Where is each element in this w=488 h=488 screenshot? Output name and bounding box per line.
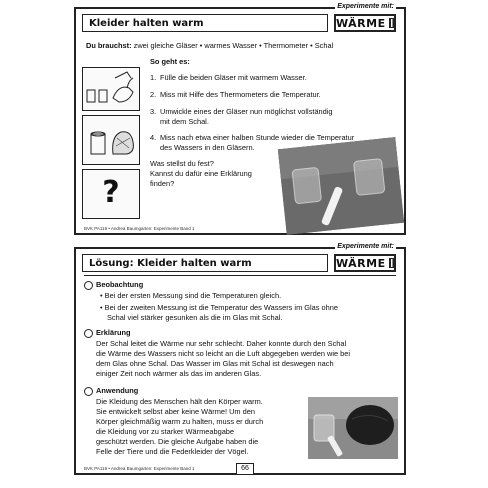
- step-4: [150, 133, 355, 152]
- step-number: 3.: [150, 107, 157, 116]
- lightbulb-icon: [84, 329, 93, 338]
- divider: [84, 275, 396, 276]
- radiator-icon: [389, 18, 394, 28]
- radiator-icon: [389, 258, 394, 268]
- step-text: Fülle die beiden Gläser mit warmem Wasser.: [160, 73, 307, 82]
- solution-card: [74, 243, 406, 475]
- card-footer: BVK PA119 • Andrea Baumgarten: Experimente Band 1: [84, 466, 195, 471]
- application-line: Sie entwickelt selbst aber keine Wärme! Um den: [96, 407, 255, 416]
- brand-logo: [334, 254, 396, 272]
- card-footer: BVK PA119 • Andrea Baumgarten: Experimente Band 1: [84, 226, 195, 231]
- card-title: Kleider halten warm: [82, 14, 328, 32]
- explanation-heading: Erklärung: [96, 328, 131, 337]
- step-text: Umwickle eines der Gläser nun möglichst vollständig: [160, 107, 333, 116]
- question-line: Kannst du dafür eine Erklärung: [150, 169, 252, 178]
- step-3: [150, 107, 333, 126]
- brand-text: WÄRME: [336, 256, 386, 270]
- step-text: Miss nach etwa einer halben Stunde wieder die Temperatur: [160, 133, 355, 142]
- observation-text: Bei der ersten Messung sind die Temperaturen gleich.: [104, 291, 282, 300]
- step-text: Miss mit Hilfe des Thermometers die Temperatur.: [160, 90, 321, 99]
- observation-heading: Beobachtung: [96, 280, 144, 289]
- step-number: 2.: [150, 90, 157, 99]
- pouring-sketch: [82, 67, 140, 111]
- step-1: [150, 73, 307, 83]
- observation-text: Bei der zweiten Messung ist die Temperatur des Wassers im Glas ohne: [104, 303, 338, 312]
- question-box: [82, 169, 140, 219]
- hand-icon: [84, 387, 93, 396]
- application-line: die Kleidung vor zu starker Wärmeabgabe: [96, 427, 235, 436]
- step-text: des Wassers in den Gläsern.: [160, 143, 255, 152]
- observation-item: • Bei der ersten Messung sind die Temperaturen gleich.: [100, 291, 282, 300]
- question-mark: ?: [102, 175, 120, 210]
- experiment-card: [74, 3, 406, 235]
- explanation-line: einiger Zeit noch wärmer als das im anderen Glas.: [96, 369, 262, 378]
- materials-items: zwei gleiche Gläser • warmes Wasser • Thermometer • Schal: [133, 41, 334, 50]
- application-line: Felle der Tiere und die Federkleider der Vögel.: [96, 447, 249, 456]
- materials-line: [86, 41, 333, 51]
- page-number: 66: [236, 463, 254, 475]
- wrapped-glass-sketch: [82, 115, 140, 165]
- question-line: Was stellst du fest?: [150, 159, 214, 168]
- experiment-photo: [278, 137, 404, 235]
- materials-label: Du brauchst:: [86, 41, 132, 50]
- question-text: [150, 159, 252, 189]
- brand-logo: [334, 14, 396, 32]
- brand-text: WÄRME: [336, 16, 386, 30]
- card-title: Lösung: Kleider halten warm: [82, 254, 328, 272]
- header-label: Experimente mit:: [337, 3, 394, 10]
- observation-text: Schal viel stärker gesunken als die im Glas mit Schal.: [107, 313, 283, 322]
- application-line: geschützt werden. Die gleiche Aufgabe haben die: [96, 437, 259, 446]
- header-label: Experimente mit:: [337, 243, 394, 250]
- application-heading: Anwendung: [96, 386, 139, 395]
- step-number: 1.: [150, 73, 157, 82]
- application-line: Körper gleichmäßig warm zu halten, muss er durch: [96, 417, 264, 426]
- step-number: 4.: [150, 133, 157, 142]
- magnifier-icon: [84, 281, 93, 290]
- howto-label: So geht es:: [150, 57, 190, 66]
- question-line: finden?: [150, 179, 175, 188]
- explanation-line: Der Schal leitet die Wärme nur sehr schlecht. Daher konnte durch den Schal: [96, 339, 347, 348]
- observation-item: • Bei der zweiten Messung ist die Temperatur des Wassers im Glas ohne: [100, 303, 338, 312]
- explanation-line: die Wärme des Wassers nicht so leicht an die Luft abgegeben werden wie bei: [96, 349, 351, 358]
- step-text: mit dem Schal.: [160, 117, 209, 126]
- application-line: Die Kleidung des Menschen hält den Körper warm.: [96, 397, 263, 406]
- step-2: [150, 90, 321, 100]
- explanation-line: dem Glas ohne Schal. Das Wasser im Glas mit Schal ist deswegen nach: [96, 359, 334, 368]
- solution-photo: [308, 397, 398, 459]
